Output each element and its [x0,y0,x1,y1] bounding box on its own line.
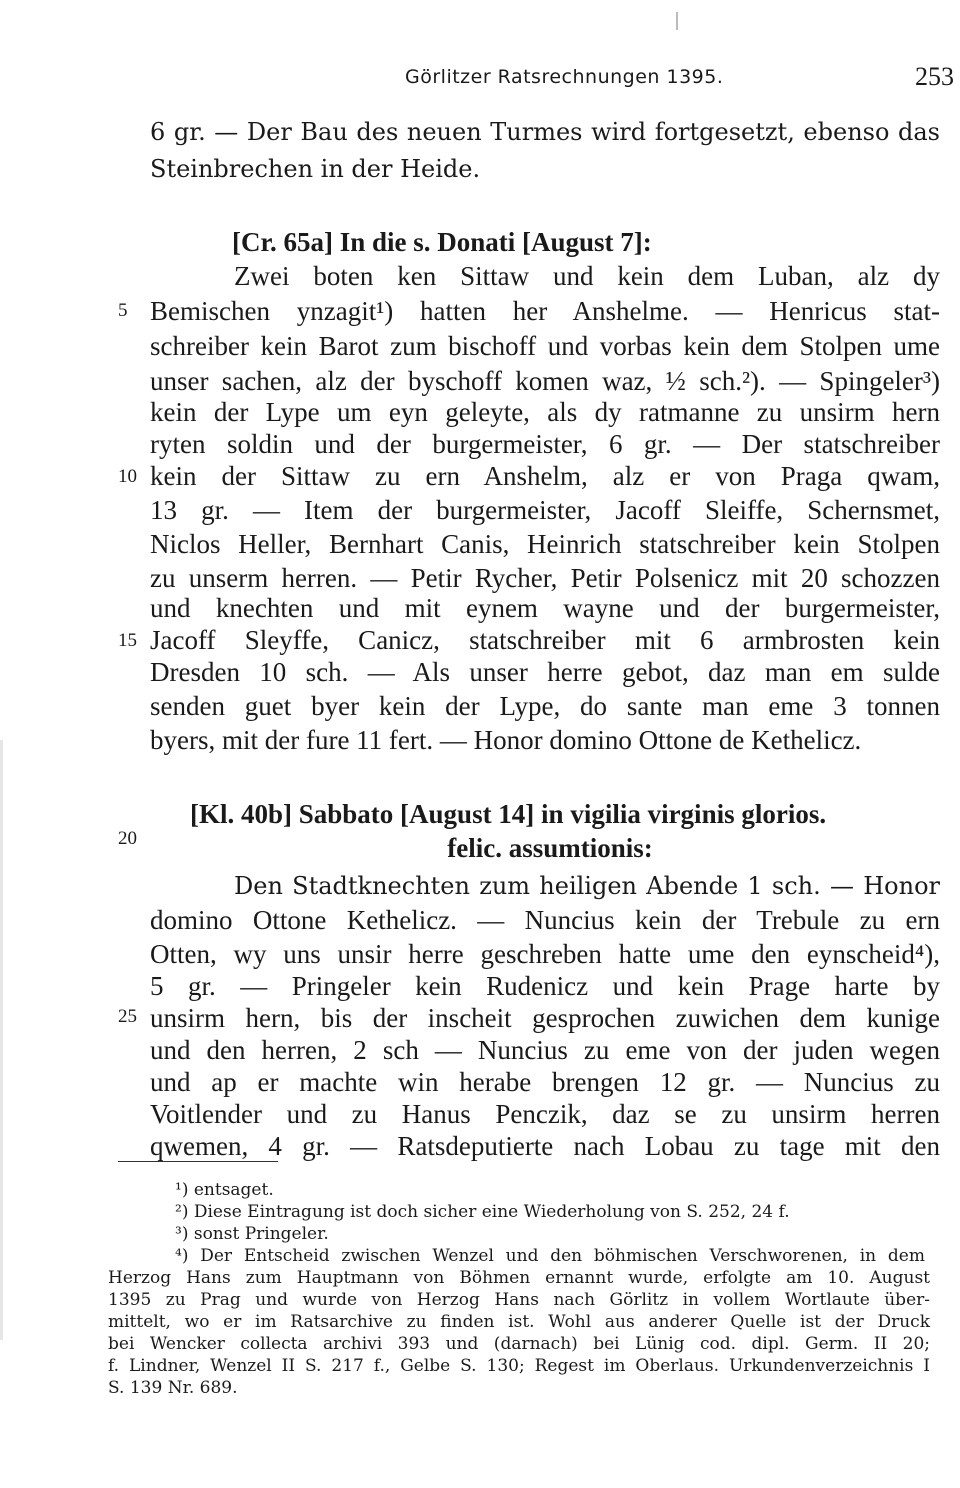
scan-artifact [676,12,678,30]
line-number: 25 [118,1006,137,1027]
line-number: 10 [118,466,137,487]
footnote-continuation: 1395 zu Prag und wurde von Herzog Hans nach Görlitz in vollem Wortlaute über- [108,1290,930,1310]
text-line: Dresden 10 sch. — Als unser herre gebot, daz man em sulde [150,657,940,687]
text-line: Steinbrechen in der Heide. [150,155,481,183]
footnote: ²) Diese Eintragung ist doch sicher eine Wiederholung von S. 252, 24 f. [175,1202,790,1222]
line-number: 15 [118,630,137,651]
footnote-continuation: bei Wencker collecta archivi 393 und (darnach) bei Lünig cod. dipl. Germ. II 20; [108,1334,930,1354]
text-line: byers, mit der fure 11 fert. — Honor domino Ottone de Kethelicz. [150,725,862,755]
text-line: unsirm hern, bis der inscheit gesprochen zuwichen dem kunige [150,1003,940,1033]
text-line: Otten, wy uns unsir herre geschreben hatte ume den eynscheid⁴), [150,939,940,969]
text-line: kein der Sittaw zu ern Anshelm, alz er von Praga qwam, [150,461,940,491]
text-line: zu unserm herren. — Petir Rycher, Petir Polsenicz mit 20 schozzen [150,563,940,593]
text-line: und knechten und mit eynem wayne und der burgermeister, [150,593,940,623]
text-line: Voitlender und zu Hanus Penczik, daz se zu unsirm herren [150,1099,940,1129]
text-line: unser sachen, alz der byschoff komen waz, ½ sch.²). — Spingeler³) [150,366,940,396]
page-number: 253 [915,62,954,91]
section-heading: felic. assumtionis: [447,833,653,863]
text-line: Niclos Heller, Bernhart Canis, Heinrich statschreiber kein Stolpen [150,529,940,559]
text-line: und ap er machte win herabe brengen 12 gr. — Nuncius zu [150,1067,940,1097]
running-title: Görlitzer Ratsrechnungen 1395. [405,66,724,88]
section-heading: [Cr. 65a] In die s. Donati [August 7]: [232,227,652,257]
footnote-continuation: mittelt, wo er im Ratsarchive zu finden ist. Wohl aus anderer Quelle ist der Druck [108,1312,930,1332]
footnote-continuation: Herzog Hans zum Hauptmann von Böhmen ernannt wurde, erfolgte am 10. August [108,1268,930,1288]
section-heading: [Kl. 40b] Sabbato [August 14] in vigilia virginis glorios. [190,799,827,829]
page-header [150,62,958,102]
text-line: qwemen, 4 gr. — Ratsdeputierte nach Lobau zu tage mit den [150,1131,940,1161]
text-line: 13 gr. — Item der burgermeister, Jacoff Sleiffe, Schernsmet, [150,495,940,525]
text-line: 6 gr. — Der Bau des neuen Turmes wird fortgesetzt, ebenso das [150,118,940,146]
footnote: ⁴) Der Entscheid zwischen Wenzel und den böhmischen Verschworenen, in dem [175,1246,925,1266]
text-line: 5 gr. — Pringeler kein Rudenicz und kein Prage harte by [150,971,940,1001]
text-line: Den Stadtknechten zum heiligen Abende 1 sch. — Honor [234,872,940,900]
text-line: Jacoff Sleyffe, Canicz, statschreiber mit 6 armbrosten kein [150,625,940,655]
footnote-rule [118,1161,278,1162]
text-line: Zwei boten ken Sittaw und kein dem Luban, alz dy [234,261,940,291]
text-line: kein der Lype um eyn geleyte, als dy ratmanne zu unsirm hern [150,397,940,427]
text-line: schreiber kein Barot zum bischoff und vorbas kein dem Stolpen ume [150,331,940,361]
scan-edge [0,740,3,1340]
footnote-continuation: S. 139 Nr. 689. [108,1378,238,1398]
footnote-continuation: f. Lindner, Wenzel II S. 217 f., Gelbe S. 130; Regest im Oberlaus. Urkundenverzeichnis I [108,1356,930,1376]
footnote: ¹) entsaget. [175,1180,274,1200]
line-number: 20 [118,828,137,849]
line-number: 5 [118,300,128,321]
text-line: ryten soldin und der burgermeister, 6 gr. — Der statschreiber [150,429,940,459]
footnote: ³) sonst Pringeler. [175,1224,329,1244]
text-line: und den herren, 2 sch — Nuncius zu eme von der juden wegen [150,1035,940,1065]
text-line: domino Ottone Kethelicz. — Nuncius kein der Trebule zu ern [150,905,940,935]
text-line: Bemischen ynzagit¹) hatten her Anshelme. — Henricus stat- [150,296,940,326]
text-line: senden guet byer kein der Lype, do sante man eme 3 tonnen [150,691,940,721]
